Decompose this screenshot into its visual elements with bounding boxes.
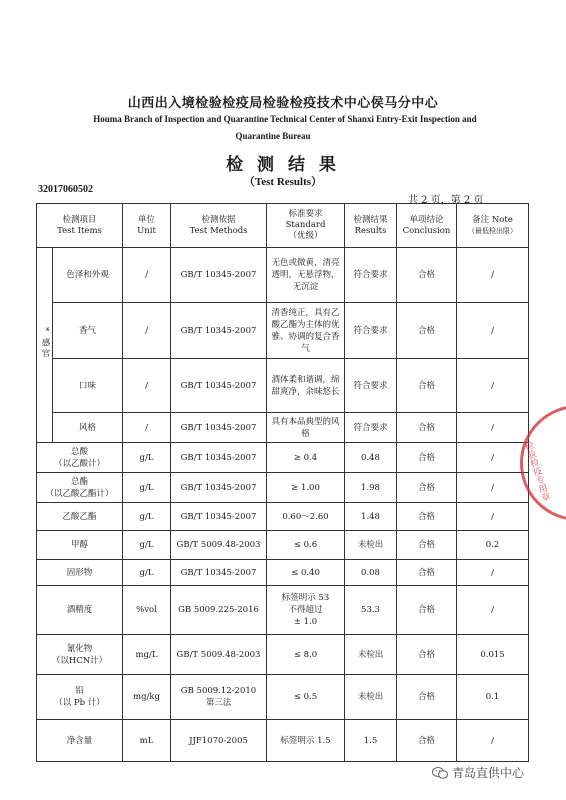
- cell-item: 口味: [53, 359, 123, 413]
- cell-method: GB 5009.225-2016: [171, 586, 267, 635]
- cell-item: 氰化物 （以HCN计）: [37, 635, 123, 675]
- cell-note: /: [457, 720, 529, 762]
- cell-result: 符合要求: [345, 303, 397, 359]
- cell-note: 0.015: [457, 635, 529, 675]
- cell-item: 总酯 （以乙酸乙酯计）: [37, 473, 123, 503]
- wechat-icon: [432, 767, 448, 779]
- cell-unit: g/L: [123, 560, 171, 586]
- cell-conclusion: 合格: [397, 720, 457, 762]
- cell-note: /: [457, 473, 529, 503]
- table-row: [37, 586, 529, 635]
- cell-conclusion: 合格: [397, 248, 457, 303]
- cell-standard: ≤ 0.5: [267, 675, 345, 720]
- cell-result: 1.5: [345, 720, 397, 762]
- cell-standard: 0.60～2.60: [267, 503, 345, 531]
- cell-conclusion: 合格: [397, 531, 457, 560]
- cell-note: /: [457, 413, 529, 443]
- cell-conclusion: 合格: [397, 560, 457, 586]
- group-label-sensory: * 感官: [37, 248, 53, 443]
- cell-standard: ≤ 0.6: [267, 531, 345, 560]
- report-number: 32017060502: [38, 184, 93, 195]
- cell-conclusion: 合格: [397, 473, 457, 503]
- cell-unit: g/L: [123, 503, 171, 531]
- table-row: [37, 359, 529, 413]
- watermark: [432, 764, 524, 781]
- cell-unit: /: [123, 248, 171, 303]
- cell-method: GB/T 10345-2007: [171, 473, 267, 503]
- header-conclusion: 单项结论 Conclusion: [397, 204, 457, 248]
- cell-note: /: [457, 359, 529, 413]
- page-title-cn: 检 测 结 果: [226, 155, 340, 175]
- table-row: [37, 248, 529, 303]
- header-results: 检测结果 Results: [345, 204, 397, 248]
- cell-item: 风格: [53, 413, 123, 443]
- cell-note: /: [457, 443, 529, 473]
- results-table: [36, 203, 529, 762]
- watermark-text: 青岛直供中心: [452, 766, 525, 780]
- cell-conclusion: 合格: [397, 413, 457, 443]
- cell-conclusion: 合格: [397, 503, 457, 531]
- cell-method: GB/T 10345-2007: [171, 503, 267, 531]
- cell-item: 酒精度: [37, 586, 123, 635]
- cell-conclusion: 合格: [397, 635, 457, 675]
- page-title-en: （Test Results）: [243, 176, 323, 188]
- organization-name-en-line2: Quarantine Bureau: [235, 131, 311, 141]
- table-header-row: [37, 204, 529, 248]
- cell-unit: g/L: [123, 443, 171, 473]
- cell-method: GB/T 10345-2007: [171, 443, 267, 473]
- cell-note: /: [457, 560, 529, 586]
- cell-item: 色泽和外观: [53, 248, 123, 303]
- cell-note: /: [457, 248, 529, 303]
- header-test-items: 检测项目 Test Items: [37, 204, 123, 248]
- cell-unit: %vol: [123, 586, 171, 635]
- table-row: [37, 503, 529, 531]
- cell-note: /: [457, 303, 529, 359]
- cell-method: GB/T 5009.48-2003: [171, 531, 267, 560]
- header-note: 备注 Note （最低检出限）: [457, 204, 529, 248]
- cell-conclusion: 合格: [397, 303, 457, 359]
- cell-item: 香气: [53, 303, 123, 359]
- cell-method: GB/T 10345-2007: [171, 303, 267, 359]
- cell-unit: g/L: [123, 473, 171, 503]
- cell-standard: ≤ 0.40: [267, 560, 345, 586]
- cell-standard: ≥ 0.4: [267, 443, 345, 473]
- organization-name-cn: 山西出入境检验检疫局检验检疫技术中心侯马分中心: [127, 96, 439, 111]
- cell-standard: 具有本品典型的风格: [267, 413, 345, 443]
- cell-result: 符合要求: [345, 359, 397, 413]
- table-row: [37, 303, 529, 359]
- cell-standard: 清香纯正，具有乙酸乙酯为主体的优雅、协调的复合香气: [267, 303, 345, 359]
- cell-unit: /: [123, 413, 171, 443]
- cell-note: 0.1: [457, 675, 529, 720]
- table-row: [37, 531, 529, 560]
- cell-result: 符合要求: [345, 248, 397, 303]
- cell-unit: mL: [123, 720, 171, 762]
- official-seal-text: 检验检疫专用章: [521, 440, 551, 504]
- cell-result: 符合要求: [345, 413, 397, 443]
- cell-unit: /: [123, 359, 171, 413]
- cell-result: 53.3: [345, 586, 397, 635]
- header-test-methods: 检测依据 Test Methods: [171, 204, 267, 248]
- cell-conclusion: 合格: [397, 586, 457, 635]
- cell-result: 未检出: [345, 635, 397, 675]
- cell-unit: /: [123, 303, 171, 359]
- table-row: [37, 675, 529, 720]
- page-indicator: 共 2 页，第 2 页: [408, 195, 484, 206]
- organization-name-en-line1: Houma Branch of Inspection and Quarantine Technical Center of Shanxi Entry-Exit Inspection and: [93, 114, 477, 124]
- cell-method: GB/T 10345-2007: [171, 560, 267, 586]
- cell-method: GB/T 10345-2007: [171, 359, 267, 413]
- cell-result: 1.98: [345, 473, 397, 503]
- cell-method: GB/T 10345-2007: [171, 248, 267, 303]
- cell-conclusion: 合格: [397, 675, 457, 720]
- table-row: [37, 635, 529, 675]
- cell-unit: mg/kg: [123, 675, 171, 720]
- cell-item: 铅 （以 Pb 计）: [37, 675, 123, 720]
- cell-standard: 无色或微黄，清亮透明，无悬浮物，无沉淀: [267, 248, 345, 303]
- cell-method: GB/T 10345-2007: [171, 413, 267, 443]
- cell-item: 净含量: [37, 720, 123, 762]
- cell-result: 未检出: [345, 531, 397, 560]
- cell-note: /: [457, 503, 529, 531]
- header-standard: 标准要求 Standard （优级）: [267, 204, 345, 248]
- cell-method: JJF1070-2005: [171, 720, 267, 762]
- table-row: [37, 720, 529, 762]
- cell-result: 0.48: [345, 443, 397, 473]
- table-row: [37, 473, 529, 503]
- cell-unit: mg/L: [123, 635, 171, 675]
- cell-conclusion: 合格: [397, 443, 457, 473]
- cell-note: /: [457, 586, 529, 635]
- header-unit: 单位 Unit: [123, 204, 171, 248]
- cell-item: 总酸 （以乙酸计）: [37, 443, 123, 473]
- cell-note: 0.2: [457, 531, 529, 560]
- table-row: [37, 413, 529, 443]
- cell-unit: g/L: [123, 531, 171, 560]
- cell-standard: 酒体柔和谐调，绵甜爽净，余味悠长: [267, 359, 345, 413]
- table-row: [37, 443, 529, 473]
- cell-standard: ≥ 1.00: [267, 473, 345, 503]
- cell-result: 0.08: [345, 560, 397, 586]
- cell-conclusion: 合格: [397, 359, 457, 413]
- cell-method: GB 5009.12-2010 第三法: [171, 675, 267, 720]
- cell-standard: 标签明示 53 不得超过 ± 1.0: [267, 586, 345, 635]
- cell-standard: 标签明示 1.5: [267, 720, 345, 762]
- table-row: [37, 560, 529, 586]
- cell-standard: ≤ 8.0: [267, 635, 345, 675]
- cell-result: 未检出: [345, 675, 397, 720]
- cell-item: 甲醇: [37, 531, 123, 560]
- cell-result: 1.48: [345, 503, 397, 531]
- cell-item: 固形物: [37, 560, 123, 586]
- cell-method: GB/T 5009.48-2003: [171, 635, 267, 675]
- cell-item: 乙酸乙酯: [37, 503, 123, 531]
